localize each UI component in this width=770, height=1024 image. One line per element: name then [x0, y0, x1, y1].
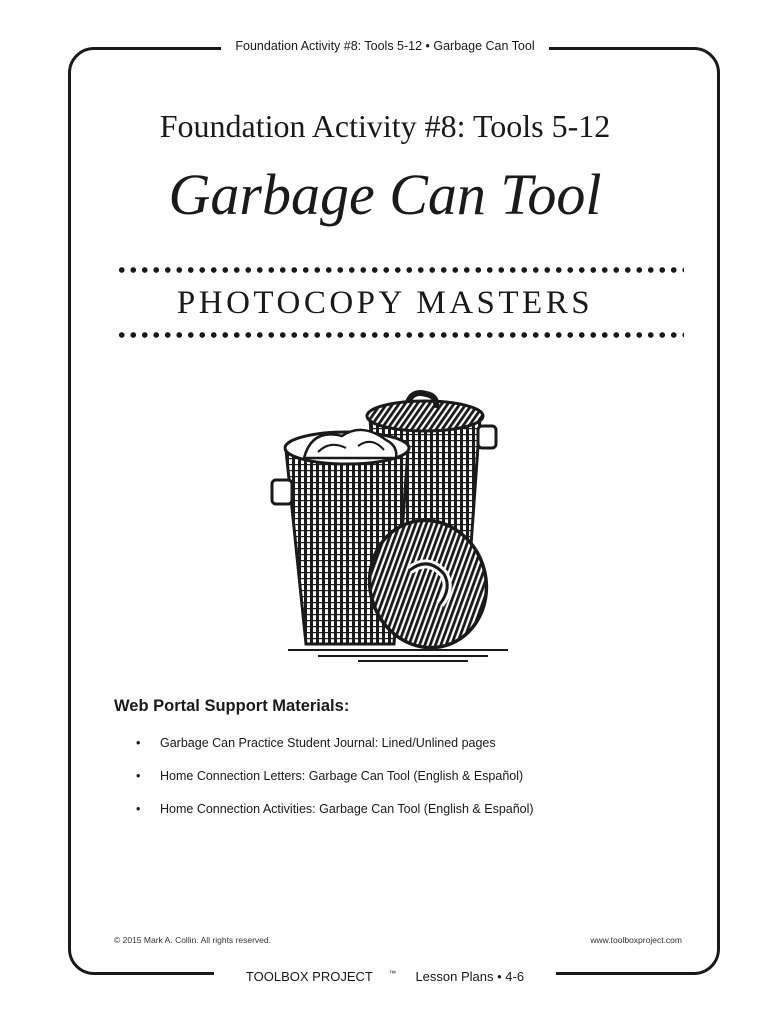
- trademark-symbol: ™: [388, 971, 396, 978]
- website-link[interactable]: www.toolboxproject.com: [590, 935, 682, 945]
- bullet: •: [136, 802, 141, 816]
- dotted-divider-top: [116, 267, 684, 273]
- dotted-divider-bottom: [116, 332, 684, 338]
- footer-brand: TOOLBOX PROJECT: [230, 969, 389, 984]
- portal-heading: Web Portal Support Materials:: [114, 697, 350, 715]
- activity-subtitle: Foundation Activity #8: Tools 5-12: [159, 108, 611, 144]
- copyright-notice: © 2015 Mark A. Collin. All rights reserved.: [114, 935, 271, 945]
- running-header: [0, 36, 770, 56]
- page-title: Garbage Can Tool: [168, 162, 602, 227]
- list-item: [136, 800, 534, 833]
- garbage-cans-icon: [268, 388, 528, 664]
- list-item: [136, 734, 534, 767]
- footer-page-info: Lesson Plans • 4-6: [396, 969, 540, 984]
- section-banner: PHOTOCOPY MASTERS: [176, 285, 594, 321]
- bullet: •: [136, 736, 141, 750]
- bullet: •: [136, 769, 141, 783]
- running-footer: [0, 964, 770, 988]
- portal-materials-list: [136, 734, 534, 833]
- list-item-label: Garbage Can Practice Student Journal: Lined/Unlined pages: [160, 736, 496, 750]
- list-item-label: Home Connection Activities: Garbage Can Tool (English & Español): [160, 802, 534, 816]
- list-item: [136, 767, 534, 800]
- list-item-label: Home Connection Letters: Garbage Can Tool (English & Español): [160, 769, 524, 783]
- running-header-text: Foundation Activity #8: Tools 5-12 • Garbage Can Tool: [221, 39, 548, 53]
